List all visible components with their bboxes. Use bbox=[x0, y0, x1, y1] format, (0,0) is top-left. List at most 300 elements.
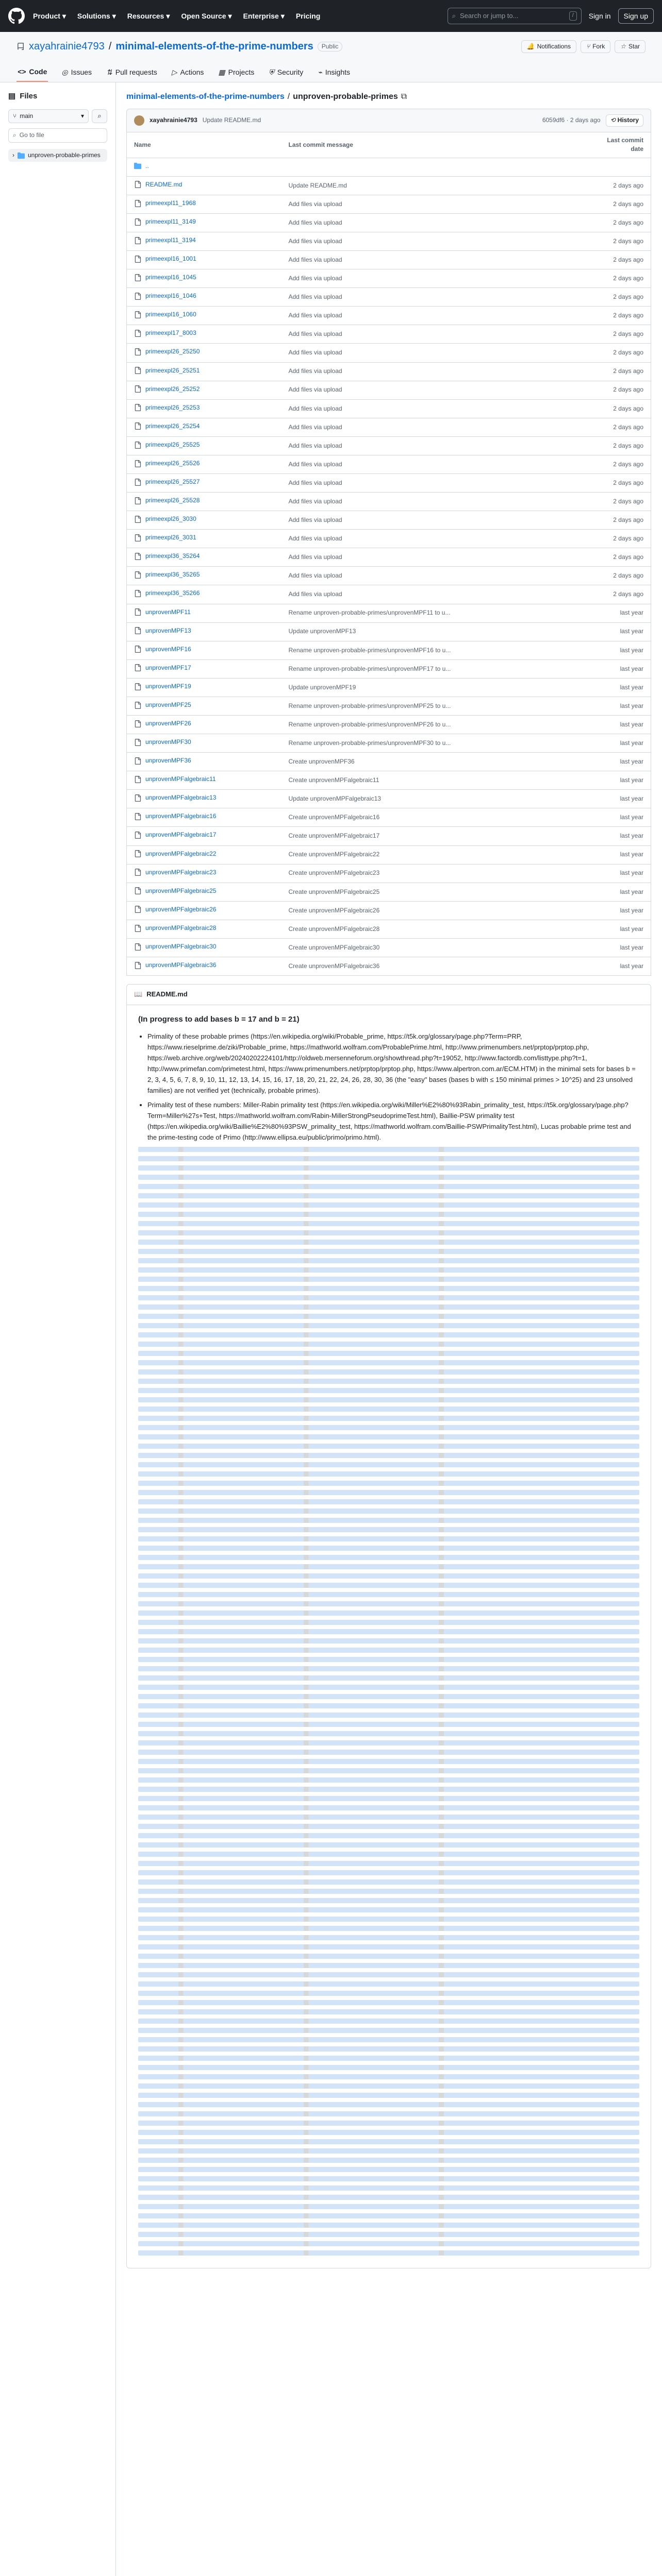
file-name-link[interactable]: unprovenMPFalgebraic23 bbox=[145, 868, 217, 876]
sidebar-item-unproven-probable-primes[interactable]: › unproven-probable-primes bbox=[8, 149, 107, 162]
file-name-link[interactable]: primeexpl11_3194 bbox=[145, 236, 196, 244]
readme-line bbox=[138, 2213, 639, 2218]
commit-hash-date[interactable]: 6059df6 · 2 days ago bbox=[542, 116, 601, 124]
commit-message-link[interactable]: Create unprovenMPFalgebraic16 bbox=[288, 814, 380, 821]
parent-dir-link[interactable]: .. bbox=[145, 162, 149, 170]
commit-message-link[interactable]: Add files via upload bbox=[288, 553, 342, 561]
file-name-link[interactable]: unprovenMPF16 bbox=[145, 645, 191, 653]
readme-line bbox=[138, 2000, 639, 2005]
readme-line bbox=[138, 1156, 639, 1161]
commit-date: 2 days ago bbox=[589, 381, 651, 399]
file-name-link[interactable]: unprovenMPFalgebraic26 bbox=[145, 905, 217, 913]
commit-date: 2 days ago bbox=[589, 232, 651, 250]
readme-line bbox=[138, 2056, 639, 2061]
branch-select[interactable]: ⑂ main ▾ bbox=[8, 109, 89, 123]
table-row[interactable] bbox=[127, 716, 651, 734]
readme-line bbox=[138, 2158, 639, 2163]
readme-line bbox=[138, 1675, 639, 1681]
issue-icon: ◎ bbox=[61, 68, 68, 76]
readme-line bbox=[138, 1981, 639, 1987]
table-row-parent[interactable] bbox=[127, 158, 651, 176]
readme-line bbox=[138, 2111, 639, 2116]
file-name-link[interactable]: primeexpl11_1968 bbox=[145, 199, 196, 207]
readme-line bbox=[138, 1768, 639, 1773]
commit-date: 2 days ago bbox=[589, 493, 651, 511]
table-row[interactable] bbox=[127, 659, 651, 678]
readme-line bbox=[138, 2130, 639, 2135]
commit-message-link[interactable]: Add files via upload bbox=[288, 535, 342, 543]
readme-line bbox=[138, 1471, 639, 1477]
readme-line bbox=[138, 1434, 639, 1439]
avatar[interactable] bbox=[134, 115, 144, 126]
table-row[interactable] bbox=[127, 604, 651, 622]
table-row[interactable] bbox=[127, 473, 651, 492]
file-name-link[interactable]: primeexpl16_1060 bbox=[145, 311, 196, 318]
table-row[interactable] bbox=[127, 827, 651, 845]
table-row[interactable] bbox=[127, 511, 651, 530]
commit-date: 2 days ago bbox=[589, 213, 651, 232]
commit-date: 2 days ago bbox=[589, 436, 651, 455]
file-icon bbox=[134, 460, 141, 467]
readme-line bbox=[138, 1369, 639, 1375]
file-icon bbox=[134, 702, 141, 709]
sign-up-button[interactable]: Sign up bbox=[618, 8, 654, 24]
main-nav bbox=[33, 11, 320, 21]
fork-button[interactable]: ⑂ Fork bbox=[581, 40, 610, 53]
commit-date: last year bbox=[589, 938, 651, 957]
readme-line bbox=[138, 2065, 639, 2070]
readme-line bbox=[138, 1861, 639, 1866]
file-name-link[interactable]: unprovenMPF30 bbox=[145, 738, 191, 746]
readme-line bbox=[138, 1406, 639, 1412]
repo-header bbox=[0, 32, 662, 82]
file-icon bbox=[134, 794, 141, 802]
commit-message-link[interactable]: Create unprovenMPFalgebraic25 bbox=[288, 888, 380, 895]
col-commit-date: Last commit date bbox=[589, 132, 651, 158]
table-row[interactable] bbox=[127, 790, 651, 808]
tab-security[interactable]: ⛨ Security bbox=[268, 62, 304, 82]
readme-line bbox=[138, 2167, 639, 2172]
commit-message-link[interactable]: Create unprovenMPFalgebraic11 bbox=[288, 776, 379, 784]
readme-line bbox=[138, 1601, 639, 1606]
commit-message-link[interactable]: Add files via upload bbox=[288, 516, 342, 523]
commit-date: last year bbox=[589, 622, 651, 641]
table-row[interactable] bbox=[127, 678, 651, 697]
col-commit-message: Last commit message bbox=[282, 132, 589, 158]
file-icon bbox=[134, 293, 141, 300]
nav-enterprise[interactable]: Enterprise ▾ bbox=[243, 11, 285, 20]
commit-message-link[interactable]: Rename unproven-probable-primes/unprovenMPF17 to u... bbox=[288, 665, 451, 672]
file-tree-sidebar bbox=[0, 82, 116, 2576]
header-search-input[interactable]: ⌕ Search or jump to... / bbox=[448, 8, 582, 24]
table-row[interactable] bbox=[127, 622, 651, 641]
commit-date: last year bbox=[589, 604, 651, 622]
file-name-link[interactable]: primeexpl16_1001 bbox=[145, 255, 196, 263]
commit-message-link[interactable]: Create unprovenMPFalgebraic36 bbox=[288, 962, 380, 970]
readme-line bbox=[138, 1944, 639, 1950]
file-name-link[interactable]: primeexpl36_35266 bbox=[145, 589, 200, 597]
table-row[interactable] bbox=[127, 938, 651, 957]
file-name-link[interactable]: unprovenMPF11 bbox=[145, 608, 191, 616]
file-name-link[interactable]: primeexpl26_25250 bbox=[145, 348, 200, 355]
table-row[interactable] bbox=[127, 883, 651, 901]
file-name-link[interactable]: unprovenMPF19 bbox=[145, 682, 191, 690]
file-name-link[interactable]: primeexpl36_35265 bbox=[145, 571, 200, 579]
file-icon bbox=[134, 367, 141, 374]
readme-line bbox=[138, 1907, 639, 1912]
table-row[interactable] bbox=[127, 436, 651, 455]
readme-line bbox=[138, 1481, 639, 1486]
tab-projects[interactable]: ▦ Projects bbox=[217, 62, 255, 82]
file-name-link[interactable]: unprovenMPFalgebraic22 bbox=[145, 850, 217, 857]
commit-message-link[interactable]: Create unprovenMPFalgebraic30 bbox=[288, 943, 380, 951]
commit-message-link[interactable]: Rename unproven-probable-primes/unprovenMPF26 to u... bbox=[288, 720, 451, 728]
file-name-link[interactable]: primeexpl26_25254 bbox=[145, 422, 200, 430]
table-row[interactable] bbox=[127, 530, 651, 548]
commit-message-link[interactable]: Add files via upload bbox=[288, 572, 342, 580]
commit-message-link[interactable]: Create unprovenMPFalgebraic28 bbox=[288, 925, 380, 933]
star-button[interactable]: ☆ Star bbox=[615, 40, 646, 53]
readme-line bbox=[138, 2250, 639, 2256]
readme-line bbox=[138, 2093, 639, 2098]
table-row[interactable] bbox=[127, 418, 651, 436]
copy-path-icon[interactable]: ⧉ bbox=[401, 92, 407, 101]
history-button[interactable]: ⟲ History bbox=[606, 114, 643, 126]
file-icon bbox=[134, 943, 141, 951]
table-row[interactable] bbox=[127, 567, 651, 585]
file-icon bbox=[134, 553, 141, 560]
commit-date: last year bbox=[589, 845, 651, 864]
file-name-link[interactable]: unprovenMPFalgebraic28 bbox=[145, 924, 217, 931]
commit-message-link[interactable]: Update README.md bbox=[288, 181, 347, 189]
readme-line bbox=[138, 1295, 639, 1300]
table-row[interactable] bbox=[127, 548, 651, 567]
commit-message[interactable]: Update README.md bbox=[202, 116, 261, 124]
table-row[interactable] bbox=[127, 232, 651, 250]
file-name-link[interactable]: unprovenMPFalgebraic11 bbox=[145, 775, 216, 783]
commit-date: last year bbox=[589, 716, 651, 734]
file-name-link[interactable]: primeexpl26_3031 bbox=[145, 534, 196, 541]
visibility-badge: Public bbox=[318, 42, 343, 52]
commit-date: last year bbox=[589, 697, 651, 715]
table-row[interactable] bbox=[127, 808, 651, 827]
commit-message-link[interactable]: Add files via upload bbox=[288, 367, 342, 375]
col-name: Name bbox=[127, 132, 282, 158]
sign-in-link[interactable]: Sign in bbox=[588, 11, 611, 20]
go-to-file-input[interactable]: ⌕ Go to file bbox=[8, 128, 107, 142]
tab-pull-requests[interactable]: ⇅ Pull requests bbox=[105, 62, 158, 82]
file-name-link[interactable]: unprovenMPF17 bbox=[145, 664, 191, 671]
file-icon bbox=[134, 627, 141, 634]
breadcrumb-repo-link[interactable]: minimal-elements-of-the-prime-numbers bbox=[126, 92, 285, 101]
readme-line bbox=[138, 1620, 639, 1625]
commit-message-link[interactable]: Add files via upload bbox=[288, 423, 342, 431]
file-name-link[interactable]: unprovenMPFalgebraic16 bbox=[145, 812, 217, 820]
commit-message-link[interactable]: Add files via upload bbox=[288, 497, 342, 505]
file-name-link[interactable]: primeexpl26_25526 bbox=[145, 459, 200, 467]
nav-product[interactable]: Product ▾ bbox=[33, 11, 66, 20]
readme-line bbox=[138, 1694, 639, 1699]
readme-line bbox=[138, 1963, 639, 1968]
readme-line bbox=[138, 1583, 639, 1588]
file-name-link[interactable]: primeexpl26_25527 bbox=[145, 478, 200, 485]
file-name-link[interactable]: unprovenMPFalgebraic13 bbox=[145, 794, 217, 802]
commit-date: 2 days ago bbox=[589, 548, 651, 567]
readme-line bbox=[138, 1360, 639, 1365]
file-name-link[interactable]: primeexpl16_1045 bbox=[145, 274, 196, 281]
file-icon bbox=[134, 739, 141, 746]
table-row[interactable] bbox=[127, 845, 651, 864]
tab-actions[interactable]: ▷ Actions bbox=[171, 62, 205, 82]
readme-line bbox=[138, 2195, 639, 2200]
commit-message-link[interactable]: Update unprovenMPFalgebraic13 bbox=[288, 795, 381, 803]
commit-message-link[interactable]: Add files via upload bbox=[288, 256, 342, 263]
search-files-button[interactable] bbox=[92, 109, 107, 123]
search-icon: ⌕ bbox=[13, 131, 16, 139]
sidebar-title: Files bbox=[20, 92, 38, 101]
file-icon bbox=[134, 813, 141, 820]
readme-line bbox=[138, 1879, 639, 1885]
file-name-link[interactable]: primeexpl11_3149 bbox=[145, 217, 196, 225]
commit-message-link[interactable]: Rename unproven-probable-primes/unprovenMPF25 to u... bbox=[288, 702, 451, 709]
readme-line bbox=[138, 1824, 639, 1829]
readme-line bbox=[138, 1342, 639, 1347]
file-icon bbox=[134, 608, 141, 616]
commit-message-link[interactable]: Rename unproven-probable-primes/unprovenMPF16 to u... bbox=[288, 646, 451, 654]
commit-date: 2 days ago bbox=[589, 176, 651, 195]
commit-date: 2 days ago bbox=[589, 251, 651, 269]
file-name-link[interactable]: primeexpl26_25252 bbox=[145, 385, 200, 393]
commit-message-link[interactable]: Update unprovenMPF13 bbox=[288, 628, 356, 635]
table-row[interactable] bbox=[127, 493, 651, 511]
file-name-link[interactable]: unprovenMPFalgebraic25 bbox=[145, 887, 217, 894]
commit-date: 2 days ago bbox=[589, 473, 651, 492]
readme-line bbox=[138, 1277, 639, 1282]
repo-tabs bbox=[16, 62, 646, 82]
table-row[interactable] bbox=[127, 399, 651, 418]
commit-message-link[interactable]: Add files via upload bbox=[288, 349, 342, 357]
readme-paragraph: • Primality test of these numbers: Miller-Rabin primality test (https://en.wikipedia.org/wiki/Miller%E2%80%93Rabin_primality_test, https://t5k.org/glossary/page.php?Term=Miller%27s+Test, https://mathworld.wolfram.com/Rabin-MillerStrongPseudoprimeTest.html), Baillie-PSW primality test (https://en.wikipedia.org/wiki/Baillie%E2%80%93PSW_primality_test, https://mathworld.wolfram.com/Baillie-PSWPrimalityTest.html), Lucas probable prime test and the prime-testing code of Primo (http://www.ellipsa.eu/public/primo/primo.html). bbox=[147, 1099, 639, 1143]
commit-date: last year bbox=[589, 864, 651, 883]
readme-line bbox=[138, 1453, 639, 1458]
commit-message-link[interactable]: Create unprovenMPF36 bbox=[288, 758, 355, 765]
commit-message-link[interactable]: Add files via upload bbox=[288, 386, 342, 394]
table-row[interactable] bbox=[127, 213, 651, 232]
readme-line bbox=[138, 1202, 639, 1208]
readme-line bbox=[138, 2232, 639, 2237]
commit-message-link[interactable]: Rename unproven-probable-primes/unprovenMPF11 to u... bbox=[288, 609, 451, 617]
readme-line bbox=[138, 1954, 639, 1959]
table-row[interactable] bbox=[127, 381, 651, 399]
notifications-button[interactable]: 🔔 Notifications bbox=[521, 40, 576, 53]
readme-line bbox=[138, 1573, 639, 1579]
nav-pricing[interactable]: Pricing bbox=[295, 11, 321, 20]
table-row[interactable] bbox=[127, 734, 651, 753]
readme-line bbox=[138, 1536, 639, 1541]
commit-message-link[interactable]: Rename unproven-probable-primes/unprovenMPF30 to u... bbox=[288, 739, 451, 747]
branch-icon: ⑂ bbox=[13, 112, 17, 120]
readme-panel bbox=[126, 984, 651, 2268]
readme-file-label: README.md bbox=[146, 990, 188, 998]
nav-resources[interactable]: Resources ▾ bbox=[127, 11, 170, 20]
readme-line bbox=[138, 1184, 639, 1189]
table-row[interactable] bbox=[127, 753, 651, 771]
nav-open-source[interactable]: Open Source ▾ bbox=[181, 11, 232, 20]
table-row[interactable] bbox=[127, 697, 651, 715]
readme-line bbox=[138, 1165, 639, 1171]
file-name-link[interactable]: primeexpl16_1046 bbox=[145, 292, 196, 300]
readme-line bbox=[138, 1815, 639, 1820]
file-name-link[interactable]: README.md bbox=[145, 180, 183, 188]
commit-message-link[interactable]: Add files via upload bbox=[288, 460, 342, 468]
file-icon bbox=[134, 869, 141, 876]
file-name-link[interactable]: primeexpl17_8003 bbox=[145, 329, 196, 337]
readme-line bbox=[138, 1351, 639, 1356]
file-icon bbox=[134, 757, 141, 765]
file-icon bbox=[134, 274, 141, 281]
file-icon bbox=[134, 906, 141, 913]
readme-line bbox=[138, 1323, 639, 1328]
readme-line bbox=[138, 2019, 639, 2024]
tab-code[interactable]: <> Code bbox=[16, 62, 48, 82]
readme-line bbox=[138, 1221, 639, 1226]
commit-message-link[interactable]: Add files via upload bbox=[288, 404, 342, 412]
commit-date: last year bbox=[589, 659, 651, 678]
readme-line bbox=[138, 1314, 639, 1319]
commit-message-link[interactable]: Add files via upload bbox=[288, 330, 342, 338]
table-row[interactable] bbox=[127, 864, 651, 883]
readme-line bbox=[138, 1564, 639, 1569]
readme-line bbox=[138, 1731, 639, 1736]
commit-message-link[interactable]: Add files via upload bbox=[288, 293, 342, 301]
readme-line bbox=[138, 2176, 639, 2181]
readme-line bbox=[138, 1917, 639, 1922]
readme-line bbox=[138, 1870, 639, 1875]
commit-author[interactable]: xayahrainie4793 bbox=[150, 116, 197, 124]
latest-commit-bar bbox=[126, 109, 651, 132]
table-row[interactable] bbox=[127, 251, 651, 269]
commit-date: 2 days ago bbox=[589, 307, 651, 325]
bell-icon: 🔔 bbox=[526, 42, 535, 50]
file-icon bbox=[134, 590, 141, 597]
table-row[interactable] bbox=[127, 641, 651, 659]
commit-message-link[interactable]: Create unprovenMPFalgebraic22 bbox=[288, 851, 380, 858]
file-icon bbox=[134, 348, 141, 355]
commit-date: 2 days ago bbox=[589, 418, 651, 436]
commit-date: last year bbox=[589, 901, 651, 920]
readme-heading: (In progress to add bases b = 17 and b = 21) bbox=[138, 1014, 300, 1024]
commit-message-link[interactable]: Create unprovenMPFalgebraic17 bbox=[288, 832, 380, 840]
table-row[interactable] bbox=[127, 901, 651, 920]
commit-message-link[interactable]: Create unprovenMPFalgebraic23 bbox=[288, 869, 380, 877]
readme-line bbox=[138, 1740, 639, 1745]
file-name-link[interactable]: primeexpl26_25251 bbox=[145, 366, 200, 374]
file-name-link[interactable]: primeexpl26_25525 bbox=[145, 440, 200, 448]
file-icon bbox=[134, 442, 141, 449]
readme-line bbox=[138, 2121, 639, 2126]
commit-message-link[interactable]: Add files via upload bbox=[288, 218, 342, 226]
table-row[interactable] bbox=[127, 176, 651, 195]
table-row[interactable] bbox=[127, 585, 651, 604]
tab-issues[interactable]: ◎ Issues bbox=[60, 62, 93, 82]
file-name-link[interactable]: unprovenMPF36 bbox=[145, 757, 191, 765]
readme-line bbox=[138, 1546, 639, 1551]
table-row[interactable] bbox=[127, 362, 651, 381]
table-row[interactable] bbox=[127, 325, 651, 344]
file-name-link[interactable]: primeexpl26_3030 bbox=[145, 515, 196, 523]
commit-message-link[interactable]: Add files via upload bbox=[288, 200, 342, 208]
commit-date: 2 days ago bbox=[589, 195, 651, 213]
file-name-link[interactable]: unprovenMPFalgebraic36 bbox=[145, 961, 217, 969]
commit-message-link[interactable]: Add files via upload bbox=[288, 274, 342, 282]
breadcrumb: minimal-elements-of-the-prime-numbers / unproven-probable-primes ⧉ bbox=[126, 91, 651, 103]
breadcrumb-current-dir: unproven-probable-primes bbox=[293, 92, 398, 101]
readme-line bbox=[138, 1722, 639, 1727]
commit-message-link[interactable]: Update unprovenMPF19 bbox=[288, 683, 356, 691]
file-icon bbox=[134, 664, 141, 671]
file-name-link[interactable]: unprovenMPF25 bbox=[145, 701, 191, 708]
table-row[interactable] bbox=[127, 195, 651, 213]
file-name-link[interactable]: unprovenMPF26 bbox=[145, 720, 191, 727]
sidebar-collapse-icon[interactable]: ▤ bbox=[8, 92, 16, 101]
chevron-down-icon: ▾ bbox=[80, 112, 84, 120]
readme-line bbox=[138, 1852, 639, 1857]
commit-date: 2 days ago bbox=[589, 567, 651, 585]
file-name-link[interactable]: unprovenMPFalgebraic17 bbox=[145, 831, 217, 839]
repo-name-link[interactable]: minimal-elements-of-the-prime-numbers bbox=[115, 41, 313, 52]
readme-continued-text bbox=[138, 1147, 639, 2256]
commit-message-link[interactable]: Create unprovenMPFalgebraic26 bbox=[288, 906, 380, 914]
github-logo-icon[interactable] bbox=[8, 8, 25, 24]
readme-line bbox=[138, 2204, 639, 2209]
commit-message-link[interactable]: Add files via upload bbox=[288, 479, 342, 486]
table-row[interactable] bbox=[127, 269, 651, 288]
readme-line bbox=[138, 1657, 639, 1662]
table-row[interactable] bbox=[127, 344, 651, 362]
commit-message-link[interactable]: Add files via upload bbox=[288, 312, 342, 319]
table-row[interactable] bbox=[127, 771, 651, 790]
readme-line bbox=[138, 1842, 639, 1848]
file-name-link[interactable]: unprovenMPF13 bbox=[145, 626, 191, 634]
file-name-link[interactable]: primeexpl26_25528 bbox=[145, 497, 200, 504]
file-name-link[interactable]: unprovenMPFalgebraic30 bbox=[145, 942, 217, 950]
table-row[interactable] bbox=[127, 455, 651, 473]
tab-insights[interactable]: ⌁ Insights bbox=[317, 62, 351, 82]
file-icon bbox=[134, 200, 141, 207]
file-name-link[interactable]: primeexpl26_25253 bbox=[145, 403, 200, 411]
file-icon bbox=[134, 218, 141, 226]
repo-icon bbox=[16, 43, 25, 51]
table-row[interactable] bbox=[127, 957, 651, 976]
file-icon bbox=[134, 776, 141, 783]
table-row[interactable] bbox=[127, 288, 651, 307]
commit-message-link[interactable]: Add files via upload bbox=[288, 442, 342, 449]
readme-line bbox=[138, 1258, 639, 1263]
file-name-link[interactable]: primeexpl36_35264 bbox=[145, 552, 200, 560]
readme-line bbox=[138, 1833, 639, 1838]
readme-line bbox=[138, 1759, 639, 1764]
readme-line bbox=[138, 1212, 639, 1217]
file-icon bbox=[134, 683, 141, 690]
nav-solutions[interactable]: Solutions ▾ bbox=[77, 11, 116, 20]
table-row[interactable] bbox=[127, 307, 651, 325]
table-row[interactable] bbox=[127, 920, 651, 938]
commit-message-link[interactable]: Add files via upload bbox=[288, 590, 342, 598]
commit-date: 2 days ago bbox=[589, 530, 651, 548]
repo-owner-link[interactable]: xayahrainie4793 bbox=[29, 41, 105, 52]
commit-message-link[interactable]: Add files via upload bbox=[288, 237, 342, 245]
commit-date: 2 days ago bbox=[589, 269, 651, 288]
